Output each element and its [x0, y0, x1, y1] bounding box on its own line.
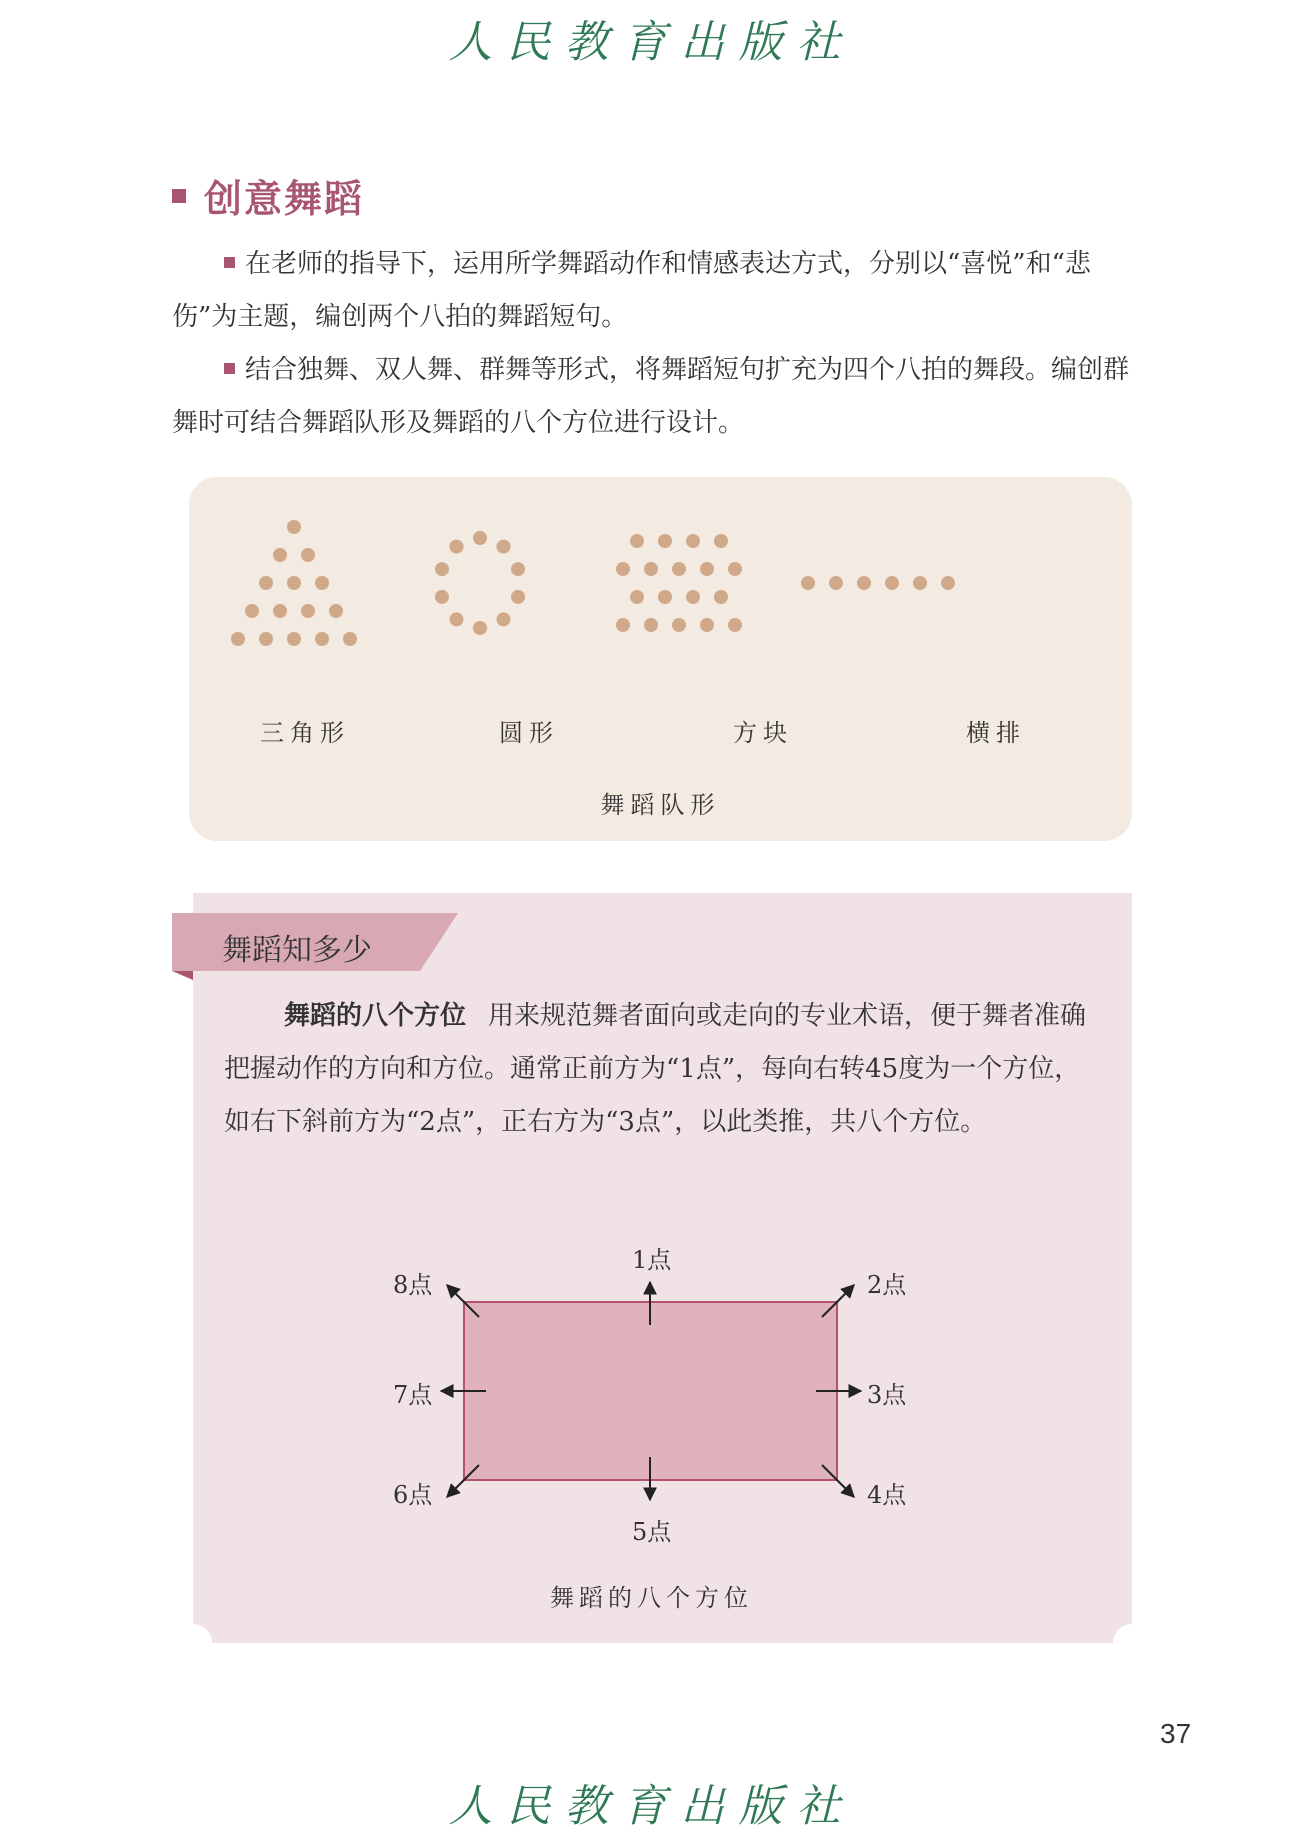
circle-dot — [473, 621, 487, 635]
direction-label-3: 3点 — [867, 1381, 907, 1409]
page-number: 37 — [1160, 1718, 1192, 1749]
block-dot — [658, 590, 672, 604]
triangle-dot — [287, 632, 301, 646]
instruction-paragraph-2 — [172, 344, 1132, 450]
triangle-dot — [329, 604, 343, 618]
triangle-dot — [273, 604, 287, 618]
block-dot — [686, 590, 700, 604]
block-dot — [644, 618, 658, 632]
direction-label-2: 2点 — [867, 1271, 907, 1299]
formation-caption: 舞蹈队形 — [600, 791, 721, 819]
block-dot — [630, 534, 644, 548]
triangle-dot — [315, 632, 329, 646]
block-dot — [658, 534, 672, 548]
circle-dot — [449, 540, 463, 554]
row-dot — [941, 576, 955, 590]
block-dot — [728, 618, 742, 632]
block-dot — [686, 534, 700, 548]
triangle-dot — [259, 576, 273, 590]
direction-label-1: 1点 — [632, 1246, 672, 1274]
circle-dot — [497, 612, 511, 626]
direction-label-8: 8点 — [393, 1271, 433, 1299]
panel-corner — [1113, 1624, 1151, 1662]
triangle-dot — [301, 548, 315, 562]
block-dot — [700, 618, 714, 632]
block-dot — [672, 562, 686, 576]
block-dot — [700, 562, 714, 576]
knowledge-paragraph — [224, 990, 1104, 1149]
panel-corner — [174, 1624, 212, 1662]
triangle-dot — [231, 632, 245, 646]
triangle-dot — [315, 576, 329, 590]
knowledge-term: 舞蹈的八个方位 — [284, 1001, 467, 1031]
knowledge-text: 用来规范舞者面向或走向的专业术语，便于舞者准确把握动作的方向和方位。通常正前方为“1点”，每向右转45度为一个方位，如右下斜前方为“2点”，正右方为“3点”，以此类推，共八个方位。 — [224, 1001, 1087, 1137]
direction-label-7: 7点 — [393, 1381, 433, 1409]
row-dot — [885, 576, 899, 590]
block-dot — [728, 562, 742, 576]
instruction-text-1: 在老师的指导下，运用所学舞蹈动作和情感表达方式，分别以“喜悦”和“悲伤”为主题，编创两个八拍的舞蹈短句。 — [172, 249, 1091, 332]
formation-panel — [189, 477, 1132, 841]
direction-label-5: 5点 — [632, 1518, 672, 1546]
row-dot — [857, 576, 871, 590]
triangle-dot — [301, 604, 315, 618]
block-dot — [616, 618, 630, 632]
block-dot — [616, 562, 630, 576]
circle-dot — [497, 540, 511, 554]
formation-label-triangle: 三角形 — [260, 719, 350, 747]
direction-caption: 舞蹈的八个方位 — [550, 1584, 753, 1612]
circle-dot — [473, 531, 487, 545]
block-dot — [714, 534, 728, 548]
bullet-square-icon — [224, 257, 235, 268]
publisher-watermark-top: 人民教育出版社 — [448, 17, 855, 68]
row-dot — [801, 576, 815, 590]
direction-label-6: 6点 — [393, 1481, 433, 1509]
direction-label-4: 4点 — [867, 1481, 907, 1509]
block-dot — [714, 590, 728, 604]
triangle-dot — [287, 576, 301, 590]
bullet-square-icon — [224, 363, 235, 374]
block-dot — [630, 590, 644, 604]
triangle-dot — [343, 632, 357, 646]
triangle-dot — [259, 632, 273, 646]
title-square-icon — [172, 189, 186, 203]
formation-label-circle: 圆形 — [499, 719, 559, 747]
circle-dot — [511, 590, 525, 604]
block-dot — [672, 618, 686, 632]
triangle-dot — [245, 604, 259, 618]
section-title — [172, 168, 364, 223]
circle-dot — [449, 612, 463, 626]
circle-dot — [435, 562, 449, 576]
stage-rectangle — [464, 1302, 837, 1480]
triangle-dot — [287, 520, 301, 534]
circle-dot — [511, 562, 525, 576]
instruction-paragraph-1 — [172, 238, 1132, 344]
badge-label: 舞蹈知多少 — [222, 934, 372, 967]
triangle-dot — [273, 548, 287, 562]
formation-label-block: 方块 — [733, 719, 793, 747]
row-dot — [913, 576, 927, 590]
block-dot — [644, 562, 658, 576]
formation-label-row: 横排 — [966, 719, 1026, 747]
section-title-text: 创意舞蹈 — [204, 177, 365, 221]
publisher-watermark-bottom: 人民教育出版社 — [448, 1781, 855, 1832]
row-dot — [829, 576, 843, 590]
instruction-text-2: 结合独舞、双人舞、群舞等形式，将舞蹈短句扩充为四个八拍的舞段。编创群舞时可结合舞蹈队形及舞蹈的八个方位进行设计。 — [172, 355, 1130, 438]
circle-dot — [435, 590, 449, 604]
direction-diagram — [380, 1240, 940, 1564]
